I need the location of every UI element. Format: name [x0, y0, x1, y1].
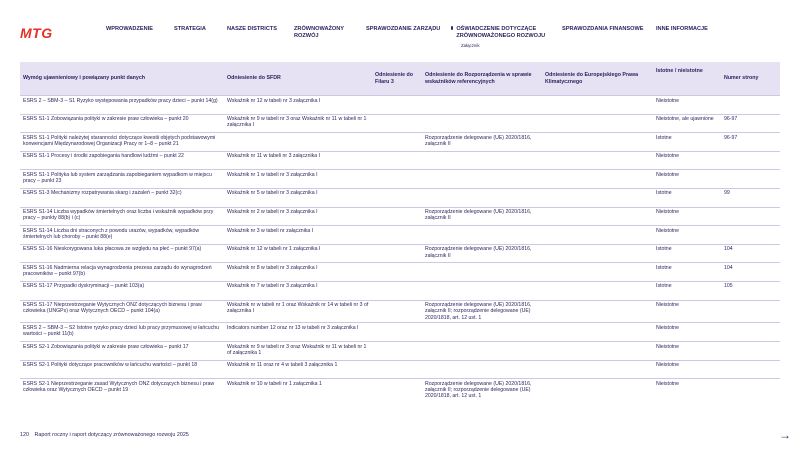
nav-zrownowazony-rozwoj[interactable]: ZRÓWNOWAŻONY ROZWÓJ: [294, 26, 344, 39]
cell-klimat: [542, 300, 653, 323]
table-row: [20, 281, 780, 300]
cell-strona: [721, 379, 780, 401]
header-klimat: Odniesienie do Europejskiego Prawa Klimatycznego: [542, 62, 653, 96]
cell-strona: 99: [721, 188, 780, 207]
cell-wskazniki: [422, 281, 542, 300]
cell-klimat: [542, 323, 653, 342]
cell-klimat: [542, 226, 653, 245]
page-footer: [20, 432, 193, 438]
cell-sfdr: Wskaźnik nr 11 w tabeli nr 3 załącznika I: [224, 151, 372, 170]
cell-wskazniki: [422, 226, 542, 245]
cell-filar3: [372, 133, 422, 152]
cell-strona: [721, 151, 780, 170]
cell-istotne: Nieistotne: [653, 379, 721, 401]
table-row: [20, 244, 780, 263]
cell-wskazniki: [422, 96, 542, 115]
cell-sfdr: Wskaźnik nr 9 w tabeli nr 3 oraz Wskaźnik nr 11 w tabeli nr 1 załącznika I: [224, 114, 372, 133]
cell-istotne: Istotne: [653, 244, 721, 263]
cell-wskazniki: Rozporządzenie delegowane (UE) 2020/1816, załącznik II: [422, 244, 542, 263]
nav-strategia[interactable]: STRATEGIA: [174, 26, 206, 32]
cell-wskazniki: [422, 188, 542, 207]
nav-oswiadczenie-sub: Załącznik: [461, 43, 480, 48]
nav-oswiadczenie-row: [451, 26, 555, 40]
table-row: [20, 379, 780, 401]
cell-wymog: ESRS S1-1 Polityki należytej staranności dotyczące kwestii objętych podstawowymi konwencjami Międzynarodowej Organizacji Pracy nr 1–8 – punkt 21: [20, 133, 224, 152]
cell-wymog: ESRS 2 – SBM-3 – S2 Istotne ryzyko pracy dzieci lub pracy przymusowej w łańcuchu wartości – punkt 11(b): [20, 323, 224, 342]
cell-klimat: [542, 207, 653, 226]
nav-sprawozdania-finansowe[interactable]: SPRAWOZDANIA FINANSOWE: [562, 26, 644, 32]
cell-istotne: Nieistotne: [653, 226, 721, 245]
nav-oswiadczenie-label: OŚWIADCZENIE DOTYCZĄCE ZRÓWNOWAŻONEGO ROZWOJU: [456, 26, 546, 39]
cell-strona: 96-97: [721, 133, 780, 152]
cell-klimat: [542, 342, 653, 361]
table-row: [20, 323, 780, 342]
table-row: [20, 207, 780, 226]
cell-sfdr: Wskaźnik nr 9 w tabeli nr 3 oraz Wskaźnik nr 11 w tabeli nr 1 of załącznika 1: [224, 342, 372, 361]
table-row: [20, 151, 780, 170]
cell-klimat: [542, 188, 653, 207]
cell-istotne: Nieistotne: [653, 342, 721, 361]
cell-wymog: ESRS S2-1 Nieprzestrzeganie zasad Wytycznych ONZ dotyczących biznesu i praw człowieka oraz Wytycznych OECD – punkt 19: [20, 379, 224, 401]
cell-wskazniki: Rozporządzenie delegowane (UE) 2020/1816, załącznik II: [422, 133, 542, 152]
table-row: [20, 263, 780, 282]
cell-strona: [721, 207, 780, 226]
table-body: [20, 96, 780, 402]
cell-klimat: [542, 96, 653, 115]
cell-filar3: [372, 170, 422, 189]
cell-klimat: [542, 360, 653, 379]
cell-filar3: [372, 300, 422, 323]
nav-wprowadzenie[interactable]: WPROWADZENIE: [106, 26, 153, 32]
header-strona: Numer strony: [721, 62, 780, 96]
cell-klimat: [542, 379, 653, 401]
cell-klimat: [542, 133, 653, 152]
cell-wskazniki: [422, 114, 542, 133]
cell-sfdr: Wskaźnik nr 1 w tabeli nr 3 załącznika I: [224, 170, 372, 189]
cell-strona: [721, 96, 780, 115]
header-wskazniki: Odniesienie do Rozporządzenia w sprawie wskaźników referencyjnych: [422, 62, 542, 96]
cell-istotne: Nieistotne: [653, 96, 721, 115]
cell-wymog: ESRS S1-14 Liczba wypadków śmiertelnych oraz liczba i wskaźnik wypadków przy pracy – punkty 88(b) i (c): [20, 207, 224, 226]
report-title: Raport roczny i raport dotyczący zrównoważonego rozwoju 2025: [34, 432, 189, 438]
cell-klimat: [542, 170, 653, 189]
header-sfdr: Odniesienie do SFDR: [224, 62, 372, 96]
cell-sfdr: Wskaźnik nr 12 w tabeli nr 3 załącznika I: [224, 96, 372, 115]
cell-filar3: [372, 281, 422, 300]
top-navigation: [0, 0, 800, 60]
cell-wymog: ESRS S1-1 Zobowiązania polityki w zakresie praw człowieka – punkt 20: [20, 114, 224, 133]
cell-wymog: ESRS S1-16 Nadmierna relacja wynagrodzenia prezesa zarządu do wynagrodzeń pracowników – punkt 97(b): [20, 263, 224, 282]
cell-strona: [721, 342, 780, 361]
cell-filar3: [372, 96, 422, 115]
cell-filar3: [372, 360, 422, 379]
nav-nasze-districts[interactable]: NASZE DISTRICTS: [227, 26, 278, 32]
cell-sfdr: Wskaźnik nr 3 w tabeli nr załącznika I: [224, 226, 372, 245]
cell-wskazniki: Rozporządzenie delegowane (UE) 2020/1816, załącznik II; rozporządzenie delegowane (UE) 2020/1818, art. 12 ust. 1: [422, 300, 542, 323]
cell-istotne: Nieistotne: [653, 300, 721, 323]
table-row: [20, 170, 780, 189]
cell-strona: [721, 360, 780, 379]
nav-sprawozdanie-zarzadu[interactable]: SPRAWOZDANIE ZARZĄDU: [366, 26, 441, 32]
cell-wymog: ESRS S1-1 Polityka lub system zarządzania zapobieganiem wypadkom w miejscu pracy – punkt 23: [20, 170, 224, 189]
cell-istotne: Nieistotne: [653, 151, 721, 170]
cell-wymog: ESRS S1-14 Liczba dni straconych z powodu urazów, wypadków, wypadków śmiertelnych lub choroby – punkt 88(e): [20, 226, 224, 245]
cell-strona: 104: [721, 244, 780, 263]
cell-wskazniki: [422, 342, 542, 361]
cell-klimat: [542, 281, 653, 300]
cell-wymog: ESRS S1-17 Przypadki dyskryminacji – punkt 103(a): [20, 281, 224, 300]
table-row: [20, 226, 780, 245]
cell-filar3: [372, 244, 422, 263]
page-number: 120: [20, 432, 29, 438]
cell-istotne: Istotne: [653, 188, 721, 207]
cell-sfdr: Wskaźnik nr 12 w tabeli nr 1 załącznika I: [224, 244, 372, 263]
cell-istotne: Istotne: [653, 133, 721, 152]
table-row: [20, 188, 780, 207]
cell-sfdr: Wskaźnik nr 10 w tabeli nr 1 załącznika 1: [224, 379, 372, 401]
cell-klimat: [542, 114, 653, 133]
cell-istotne: Nieistotne: [653, 360, 721, 379]
active-dot-icon: [451, 26, 453, 30]
table-row: [20, 96, 780, 115]
cell-klimat: [542, 244, 653, 263]
cell-filar3: [372, 188, 422, 207]
cell-wskazniki: [422, 263, 542, 282]
cell-filar3: [372, 323, 422, 342]
cell-sfdr: Indicators number 12 oraz nr 13 w tabeli nr 3 załącznika I: [224, 323, 372, 342]
header-filar3: Odniesienie do Filaru 3: [372, 62, 422, 96]
cell-wymog: ESRS S1-17 Nieprzestrzeganie Wytycznych ONZ dotyczących biznesu i praw człowieka (UNGPs) oraz Wytycznych OECD – punkt 104(a): [20, 300, 224, 323]
cell-wymog: ESRS S2-1 Polityki dotyczące pracowników w łańcuchu wartości – punkt 18: [20, 360, 224, 379]
nav-oswiadczenie-active[interactable]: [451, 26, 555, 49]
cell-wskazniki: [422, 323, 542, 342]
cell-istotne: Nieistotne: [653, 207, 721, 226]
cell-sfdr: Wskaźnik nr 5 w tabeli nr 3 załącznika I: [224, 188, 372, 207]
cell-wskazniki: Rozporządzenie delegowane (UE) 2020/1816, załącznik II; rozporządzenie delegowane (UE) 2020/1818, art. 12 ust. 1: [422, 379, 542, 401]
cell-klimat: [542, 151, 653, 170]
cell-klimat: [542, 263, 653, 282]
table-row: [20, 133, 780, 152]
cell-wskazniki: [422, 360, 542, 379]
next-page-arrow-icon[interactable]: →: [779, 428, 791, 442]
cell-sfdr: Wskaźnik nr 7 w tabeli nr 3 załącznika I: [224, 281, 372, 300]
logo[interactable]: MTG: [20, 25, 53, 41]
cell-sfdr: Wskaźnik nr 8 w tabeli nr 3 załącznika I: [224, 263, 372, 282]
cell-sfdr: Wskaźnik nr 11 oraz nr 4 w tabeli 3 załącznika 1: [224, 360, 372, 379]
cell-istotne: Nieistotne, ale ujawnione: [653, 114, 721, 133]
header-wymog: Wymóg ujawnieniowy i powiązany punkt danych: [20, 62, 224, 96]
cell-filar3: [372, 226, 422, 245]
cell-istotne: Nieistotne: [653, 323, 721, 342]
cell-sfdr: Wskaźnik nr w tabeli nr 1 oraz Wskaźnik nr 14 w tabeli nr 3 of załącznika I: [224, 300, 372, 323]
cell-wymog: ESRS S1-3 Mechanizmy rozpatrywania skarg i zażaleń – punkt 32(c): [20, 188, 224, 207]
cell-wskazniki: [422, 151, 542, 170]
table-header-row: [20, 62, 780, 96]
cell-strona: 105: [721, 281, 780, 300]
cell-istotne: Istotne: [653, 263, 721, 282]
cell-wskazniki: [422, 170, 542, 189]
cell-filar3: [372, 151, 422, 170]
cell-wskazniki: Rozporządzenie delegowane (UE) 2020/1816, załącznik II: [422, 207, 542, 226]
cell-filar3: [372, 114, 422, 133]
cell-wymog: ESRS S1-1 Procesy i środki zapobiegania handlowi ludźmi – punkt 22: [20, 151, 224, 170]
cell-istotne: Nieistotne: [653, 170, 721, 189]
cell-sfdr: [224, 133, 372, 152]
cell-strona: [721, 226, 780, 245]
header-istotne: Istotne / nieistotne: [653, 62, 721, 96]
cell-strona: 96-97: [721, 114, 780, 133]
cell-filar3: [372, 342, 422, 361]
cell-wymog: ESRS S2-1 Zobowiązania polityki w zakresie praw człowieka – punkt 17: [20, 342, 224, 361]
datapoints-table: [20, 62, 780, 401]
cell-strona: [721, 300, 780, 323]
cell-wymog: ESRS 2 – SBM-3 – S1 Ryzyko występowania przypadków pracy dzieci – punkt 14(g): [20, 96, 224, 115]
cell-strona: 104: [721, 263, 780, 282]
cell-filar3: [372, 379, 422, 401]
cell-istotne: Istotne: [653, 281, 721, 300]
table-row: [20, 300, 780, 323]
cell-sfdr: Wskaźnik nr 2 w tabeli nr 3 załącznika I: [224, 207, 372, 226]
cell-filar3: [372, 263, 422, 282]
table-row: [20, 114, 780, 133]
cell-filar3: [372, 207, 422, 226]
cell-strona: [721, 323, 780, 342]
cell-strona: [721, 170, 780, 189]
nav-inne-informacje[interactable]: INNE INFORMACJE: [656, 26, 708, 32]
table-row: [20, 360, 780, 379]
table-row: [20, 342, 780, 361]
cell-wymog: ESRS S1-16 Nieskorygowana luka płacowa ze względu na płeć – punkt 97(a): [20, 244, 224, 263]
